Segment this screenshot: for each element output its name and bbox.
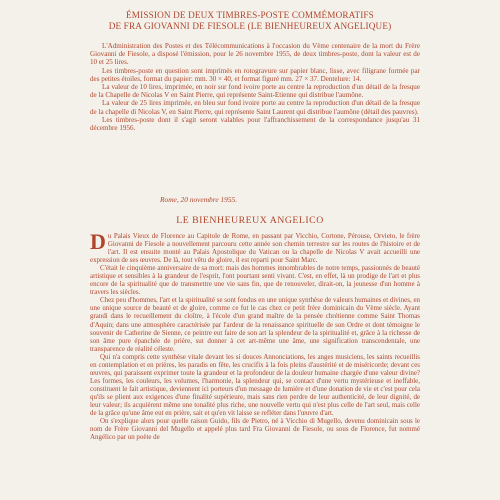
document-heading [56,10,444,32]
notice-paragraph: La valeur de 10 lires, imprimée, en noir sur fond ivoire porte au centre la reproduction d'un détail de la fresque de la Chapelle de Nicolas V en Saint Pierre, qui représente Saint-Etienne qui distribue l'aumône. [90,83,420,100]
drop-cap: D [90,229,106,254]
section-title: LE BIENHEUREUX ANGELICO [176,215,324,226]
article-paragraph: Chez peu d'hommes, l'art et la spiritualité se sont fondus en une unique synthèse de valeurs humaines et divines, en une unique source de beauté et de gloire, comme ce fut le cas chez ce petit frère dominicain du Vème siècle. Ayant grandi dans le recueillement du cloître, à l'école d'un grand maître de la pensée chrétienne comme Saint Thomas d'Aquin; dans une atmosphère caractérisée par l'ardeur de la renaissance spirituelle de son Ordre et dont témoigne le souvenir de Catherine de Sienne, ce peintre eut faire de son art la splendeur de la spiritualité et, grâce à la richesse de son âme pure épanchée de prière, sut donner à cet art-même une âme, une signification transcendentale, une transparence de réalité céleste. [90,296,420,353]
notice-paragraph: Les timbres-poste en question sont imprimés en rotogravure sur papier blanc, lisse, avec filigrane formée par des petites étoiles, format du papier: mm. 30 × 40, et format figuré mm. 27 × 37. Dentelure: 14. [90,66,420,83]
article-paragraph: On s'explique alors pour quelle raison Guido, fils de Pietro, né à Vicchio di Mugello, devenu dominicain sous le nom de Frère Giovanni del Mugello et appelé plus tard Fra Giovanni de Fiesole, ou sous de Florence, fut nommé Angélico par un poète de [90,417,420,442]
notice-paragraph: La valeur de 25 lires imprimée, en bleu sur fond ivoire porte au centre la reproduction d'un détail de la fresque de la chapelle di Nicolas V, en Saint Pierre, qui représente Saint Laurent qui distribue l'aumône (détail des pauvres). [90,99,420,116]
notice-paragraph: L'Administration des Postes et des Télécommunications à l'occasion du Vème centenaire de la mort du Frère Giovanni de Fiesole, a disposé l'émission, pour le 26 novembre 1955, de deux timbres-poste, dont la valeur est de 10 et 25 lires. [90,42,420,67]
official-notice [90,42,420,132]
heading-line-1: ÉMISSION DE DEUX TIMBRES-POSTE COMMÉMORATIFS [126,10,374,20]
article-paragraph: C'était le cinquième anniversaire de sa mort: mais des hommes innombrables de notre temps, passionnés de beauté artistique et sensibles à la grandeur de l'esprit, l'ont pourtant senti vivant. C'est, en effet, là un prodige de l'art et plus encore de la spiritualité que de transmettre une vie sans fin, que de renouveler, dirait-on, la jeunesse d'un homme à travers les siècles. [90,264,420,297]
article-paragraph [90,229,420,265]
dateline: Rome, 20 novembre 1955. [160,195,238,204]
article-paragraph-text: u Palais Vieux de Florence au Capitole de Rome, en passant par Vicchio, Cortone, Pérouse, Orvieto, le frère Giovanni de Fiesole a nouvellement parcouru cette année son chemin terrestre sur les routes de l'histoire et de l'art. Il est ensuite monté au Palais Apostolique du Vatican ou la chapelle de Nicolas V avait accueilli une expression de ses œuvres. De là, tout vêtu de gloire, il est reparti pour Saint Marc. [90,232,420,265]
heading-line-2: DE FRA GIOVANNI DE FIESOLE (LE BIENHEUREUX ANGELIQUE) [108,21,392,31]
article-paragraph: Qui n'a compris cette synthèse vitale devant les si douces Annonciations, les anges musiciens, les saints recueillis en contemplation et en prières, les paradis en fête, les crucifix à la fois pleins d'austérité et de miséricorde; devant ces œuvres, qui paraissent exprimer toute la grandeur et la profondeur de la douleur humaine chargée d'une valeur divine? Les formes, les couleurs, les volumes, l'harmonie, la splendeur qui, se contact d'une vertu mystérieuse et ineffable, constituent le fait artistique, deviennent ici porteurs d'un message de lumière et d'une donation de vie et c'est pour cela qu'ils se plient aux exigences d'une finalité supérieure, mais sans rien perdre de leur authenticité, de leur dignité, de leur valeur; ils acquièrent même une tonalité plus riche, une nouvelle vertu qui n'est plus celle de l'art seul, mais celle de la grâce qu'une âme eut en prière, sait et qu'en vit laisse se refléter dans l'œuvre d'art. [90,352,420,418]
article-body [90,229,420,442]
notice-paragraph: Les timbres-poste dont il s'agit seront valables pour l'affranchissement de la correspondance jusqu'au 31 décembre 1956. [90,115,420,133]
